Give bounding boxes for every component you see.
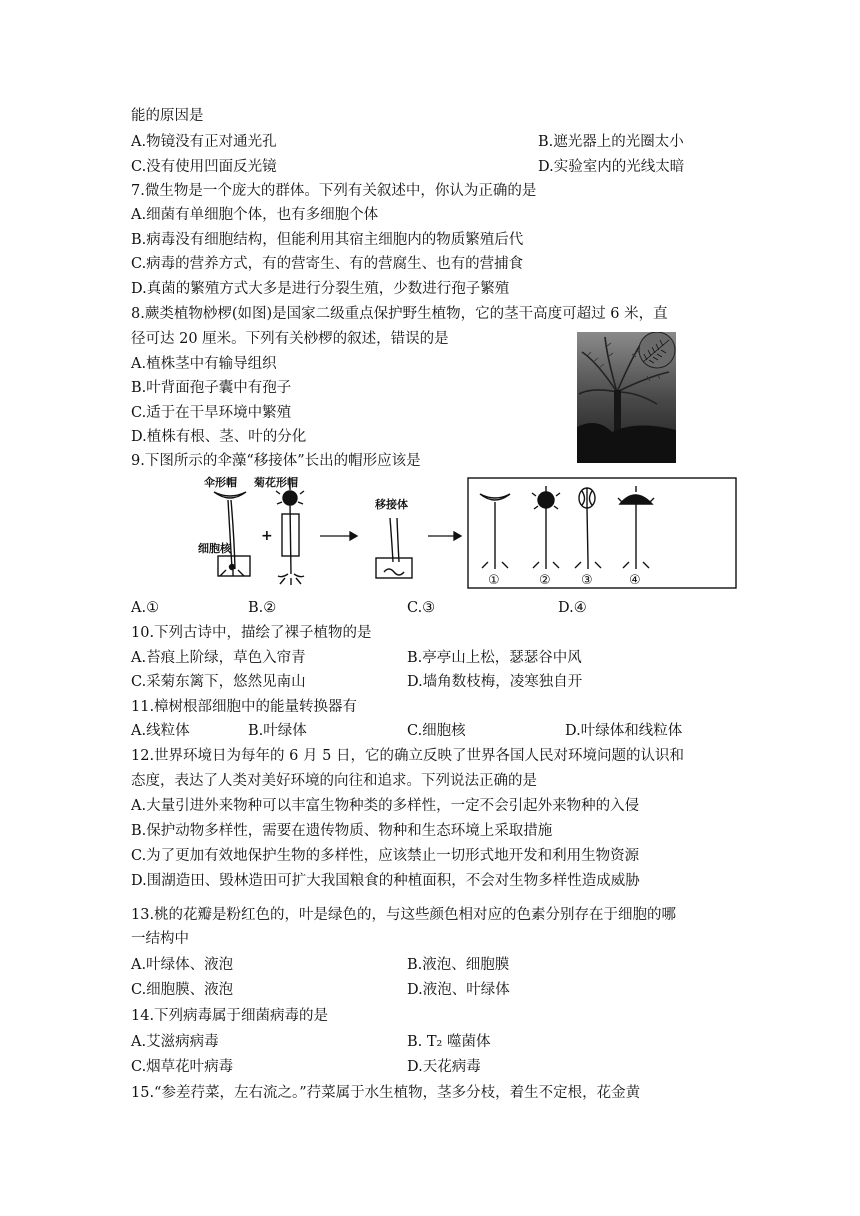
q9-stem: 9.下图所示的伞藻“移接体”长出的帽形应该是 <box>131 453 421 469</box>
label-umbrella-cap: 伞形帽 <box>204 476 237 489</box>
q12-stem-line1: 12.世界环境日为每年的 6 月 5 日，它的确立反映了世界各国人民对环境问题的认识和 <box>131 748 684 764</box>
acetabularia-graft-diagram <box>190 474 740 592</box>
q11-option-b[interactable]: B.叶绿体 <box>248 723 307 739</box>
q10-option-b[interactable]: B.亭亭山上松，瑟瑟谷中风 <box>407 650 582 666</box>
q14-options-row1 <box>131 1032 491 1052</box>
q7-option-a[interactable]: A.细菌有单细胞个体，也有多细胞个体 <box>131 207 379 223</box>
q8-option-b[interactable]: B.叶背面孢子囊中有孢子 <box>131 380 292 396</box>
tree-fern-photo <box>577 332 676 463</box>
q13-options-row2 <box>131 980 510 1000</box>
umbrella-cap-plant <box>214 492 250 576</box>
q7-option-d[interactable]: D.真菌的繁殖方式大多是进行分裂生殖，少数进行孢子繁殖 <box>131 281 510 297</box>
q6-options-row1 <box>131 132 684 152</box>
q14-options-row2 <box>131 1057 481 1077</box>
q12-option-d[interactable]: D.围湖造田、毁林造田可扩大我国粮食的种植面积，不会对生物多样性造成威胁 <box>131 873 640 889</box>
q10-options-row1 <box>131 648 582 668</box>
q13-stem-line2: 一结构中 <box>131 931 189 947</box>
chrysanthemum-cap-plant <box>276 485 304 585</box>
choice-4-label: ④ <box>629 573 641 588</box>
label-graft: 移接体 <box>375 498 408 511</box>
q15-stem: 15.“参差荇菜，左右流之。”荇菜属于水生植物，茎多分枝，着生不定根，花金黄 <box>131 1085 641 1101</box>
q13-options-row1 <box>131 955 510 975</box>
q14-option-a[interactable]: A.艾滋病病毒 <box>131 1034 219 1050</box>
q9-option-b[interactable]: B.② <box>248 600 277 616</box>
q7-option-c[interactable]: C.病毒的营养方式，有的营寄生、有的营腐生、也有的营捕食 <box>131 256 524 272</box>
choice-2-label: ② <box>539 573 551 588</box>
q13-option-a[interactable]: A.叶绿体、液泡 <box>131 957 234 973</box>
label-nucleus: 细胞核 <box>198 542 231 555</box>
q12-option-b[interactable]: B.保护动物多样性，需要在遗传物质、物种和生态环境上采取措施 <box>131 823 553 839</box>
q13-stem-line1: 13.桃的花瓣是粉红色的，叶是绿色的，与这些颜色相对应的色素分别存在于细胞的哪 <box>131 907 677 923</box>
choice-3-label: ③ <box>581 573 593 588</box>
q14-option-c[interactable]: C.烟草花叶病毒 <box>131 1059 234 1075</box>
q6-option-a[interactable]: A.物镜没有正对通光孔 <box>131 134 277 150</box>
q11-stem: 11.樟树根部细胞中的能量转换器有 <box>131 699 358 715</box>
q10-stem: 10.下列古诗中，描绘了裸子植物的是 <box>131 625 372 641</box>
q10-option-c[interactable]: C.采菊东篱下，悠然见南山 <box>131 674 306 690</box>
plus-sign: + <box>261 528 273 544</box>
q14-option-d[interactable]: D.天花病毒 <box>407 1059 481 1075</box>
label-chrysanthemum-cap: 菊花形帽 <box>254 476 298 489</box>
graft-stalk <box>376 518 412 578</box>
q12-option-c[interactable]: C.为了更加有效地保护生物的多样性，应该禁止一切形式地开发和利用生物资源 <box>131 848 640 864</box>
q12-stem-line2: 态度，表达了人类对美好环境的向往和追求。下列说法正确的是 <box>131 773 537 789</box>
q8-stem-line1: 8.蕨类植物桫椤(如图)是国家二级重点保护野生植物，它的茎干高度可超过 6 米，直 <box>131 306 668 322</box>
q6-options-row2 <box>131 157 685 177</box>
q11-option-d[interactable]: D.叶绿体和线粒体 <box>565 723 683 739</box>
q8-option-a[interactable]: A.植株茎中有输导组织 <box>131 356 277 372</box>
q11-option-c[interactable]: C.细胞核 <box>407 723 466 739</box>
q10-option-d[interactable]: D.墙角数枝梅，凌寒独自开 <box>407 674 583 690</box>
q14-stem: 14.下列病毒属于细菌病毒的是 <box>131 1008 329 1024</box>
q9-option-c[interactable]: C.③ <box>407 600 436 616</box>
q12-option-a[interactable]: A.大量引进外来物种可以丰富生物种类的多样性，一定不会引起外来物种的入侵 <box>131 798 640 814</box>
q11-options <box>131 721 683 741</box>
q7-stem: 7.微生物是一个庞大的群体。下列有关叙述中，你认为正确的是 <box>131 183 537 199</box>
q8-stem-line2: 径可达 20 厘米。下列有关桫椤的叙述，错误的是 <box>131 331 449 347</box>
q8-option-d[interactable]: D.植株有根、茎、叶的分化 <box>131 429 307 445</box>
q13-option-d[interactable]: D.液泡、叶绿体 <box>407 982 510 998</box>
q10-options-row2 <box>131 672 583 692</box>
q6-option-c[interactable]: C.没有使用凹面反光镜 <box>131 159 277 175</box>
q10-option-a[interactable]: A.苔痕上阶绿，草色入帘青 <box>131 650 306 666</box>
q6-stem-tail: 能的原因是 <box>131 108 204 124</box>
q13-option-b[interactable]: B.液泡、细胞膜 <box>407 957 510 973</box>
q7-option-b[interactable]: B.病毒没有细胞结构，但能利用其宿主细胞内的物质繁殖后代 <box>131 232 524 248</box>
q9-option-a[interactable]: A.① <box>131 600 160 616</box>
q9-option-d[interactable]: D.④ <box>558 600 587 616</box>
q14-option-b[interactable]: B. T₂ 噬菌体 <box>407 1034 491 1050</box>
q8-option-c[interactable]: C.适于在干旱环境中繁殖 <box>131 405 292 421</box>
q6-option-d[interactable]: D.实验室内的光线太暗 <box>538 159 685 175</box>
q6-option-b[interactable]: B.遮光器上的光圈太小 <box>538 134 684 150</box>
q9-options <box>131 598 587 618</box>
q11-option-a[interactable]: A.线粒体 <box>131 723 190 739</box>
q13-option-c[interactable]: C.细胞膜、液泡 <box>131 982 234 998</box>
choice-1-label: ① <box>488 573 500 588</box>
